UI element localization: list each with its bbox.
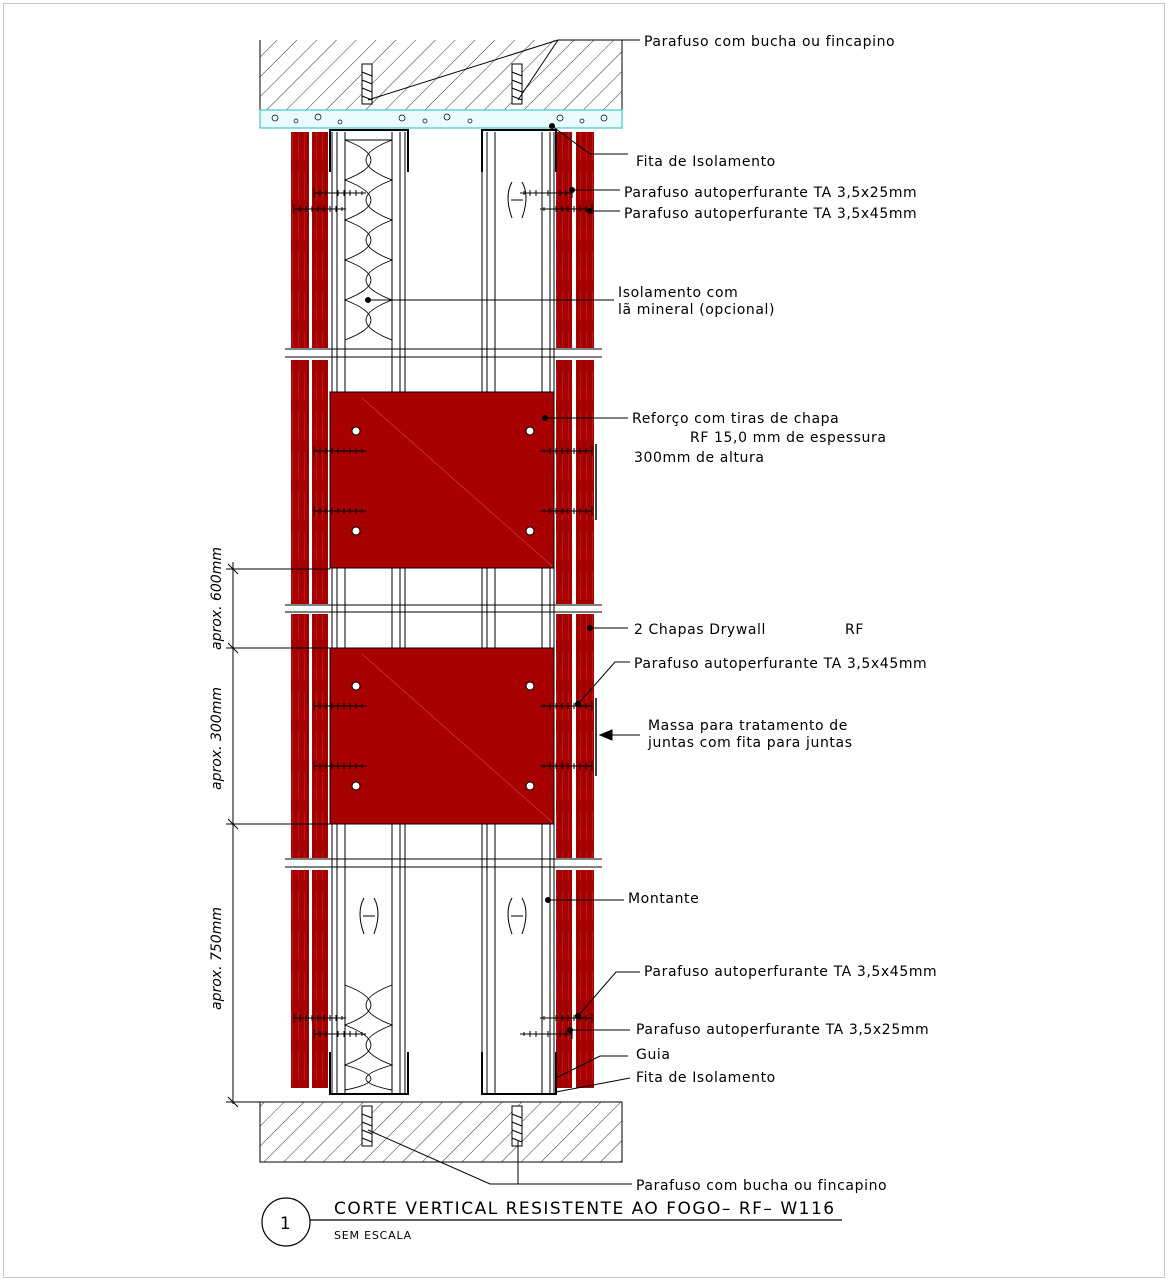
- label-insulation-2: lã mineral (opcional): [618, 302, 776, 318]
- label-reinforcement-2: RF 15,0 mm de espessura: [690, 430, 887, 446]
- drawing-number: 1: [279, 1214, 293, 1234]
- label-boards-type: RF: [845, 622, 864, 638]
- label-top-anchor: Parafuso com bucha ou fincapino: [644, 34, 896, 50]
- label-bottom-screw-25: Parafuso autoperfurante TA 3,5x25mm: [636, 1022, 930, 1038]
- label-bottom-tape: Fita de Isolamento: [636, 1070, 776, 1086]
- screws: [294, 188, 592, 1039]
- label-top-screw-25: Parafuso autoperfurante TA 3,5x25mm: [624, 185, 918, 201]
- label-joint-2: juntas com fita para juntas: [648, 735, 853, 751]
- label-top-tape: Fita de Isolamento: [636, 154, 776, 170]
- label-boards: 2 Chapas Drywall: [634, 622, 767, 638]
- mineral-wool: [345, 140, 392, 1090]
- drawing-title: CORTE VERTICAL RESISTENTE AO FOGO– RF– W116: [334, 1199, 836, 1219]
- dim-750: aprox. 750mm: [209, 907, 225, 1010]
- label-insulation-1: Isolamento com: [618, 285, 739, 301]
- label-track: Guia: [636, 1047, 671, 1063]
- dim-600: aprox. 600mm: [209, 547, 225, 650]
- label-reinforcement-3: 300mm de altura: [634, 450, 765, 466]
- label-mid-screw-45: Parafuso autoperfurante TA 3,5x45mm: [634, 656, 928, 672]
- label-bottom-screw-45: Parafuso autoperfurante TA 3,5x45mm: [644, 964, 938, 980]
- drywall-boards: [291, 132, 594, 1088]
- title-block: [262, 1198, 842, 1246]
- label-stud: Montante: [628, 891, 700, 907]
- floor-slab: [260, 1102, 622, 1162]
- label-top-screw-45: Parafuso autoperfurante TA 3,5x45mm: [624, 206, 918, 222]
- label-joint-1: Massa para tratamento de: [648, 718, 848, 734]
- label-reinforcement-1: Reforço com tiras de chapa: [632, 411, 840, 427]
- reinforcement-panels: [330, 392, 554, 824]
- label-bottom-anchor: Parafuso com bucha ou fincapino: [636, 1178, 888, 1194]
- drawing-scale: SEM ESCALA: [334, 1229, 412, 1242]
- ceiling-slab: [260, 40, 622, 128]
- steel-studs: [332, 132, 554, 1095]
- dim-300: aprox. 300mm: [209, 687, 225, 790]
